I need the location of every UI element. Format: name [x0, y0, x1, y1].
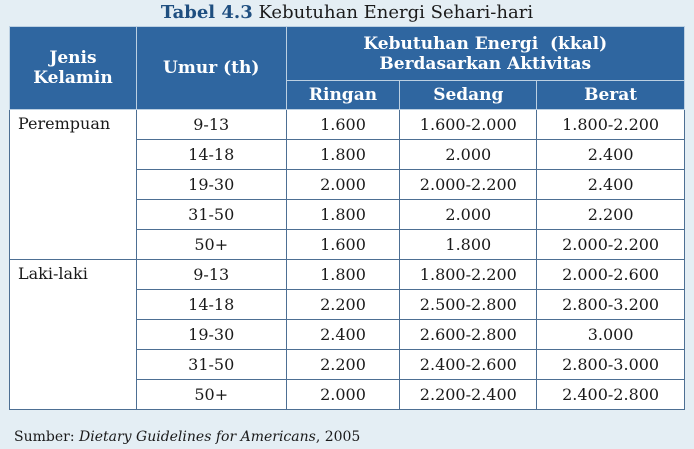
header-heavy: Berat — [537, 81, 685, 110]
moderate-cell: 2.600-2.800 — [400, 320, 537, 350]
source-prefix: Sumber: — [14, 429, 79, 445]
light-cell: 2.400 — [286, 320, 400, 350]
age-cell: 50+ — [136, 230, 286, 260]
heavy-cell: 1.800-2.200 — [537, 110, 685, 140]
heavy-cell: 3.000 — [537, 320, 685, 350]
header-row-top — [10, 27, 685, 81]
light-cell: 1.600 — [286, 110, 400, 140]
heavy-cell: 2.800-3.200 — [537, 290, 685, 320]
header-energy-line1: Kebutuhan Energi (kkal) — [363, 33, 608, 54]
table-caption — [0, 2, 694, 24]
age-cell: 19-30 — [136, 170, 286, 200]
heavy-cell: 2.000-2.600 — [537, 260, 685, 290]
header-energy-line2: Berdasarkan Aktivitas — [379, 53, 592, 74]
heavy-cell: 2.400-2.800 — [537, 380, 685, 410]
moderate-cell: 1.600-2.000 — [400, 110, 537, 140]
header-moderate: Sedang — [400, 81, 537, 110]
gender-cell: Laki-laki — [10, 260, 137, 410]
source-title: Dietary Guidelines for Americans — [79, 429, 316, 445]
age-cell: 9-13 — [136, 260, 286, 290]
table-row — [10, 110, 685, 140]
header-gender-line1: Jenis — [49, 48, 97, 68]
moderate-cell: 2.000-2.200 — [400, 170, 537, 200]
moderate-cell: 1.800 — [400, 230, 537, 260]
header-energy — [286, 27, 684, 81]
moderate-cell: 2.000 — [400, 140, 537, 170]
heavy-cell: 2.000-2.200 — [537, 230, 685, 260]
moderate-cell: 2.500-2.800 — [400, 290, 537, 320]
caption-text: Kebutuhan Energi Sehari-hari — [258, 2, 534, 23]
table-row — [10, 260, 685, 290]
moderate-cell: 2.400-2.600 — [400, 350, 537, 380]
caption-label: Tabel 4.3 — [160, 2, 253, 23]
light-cell: 2.200 — [286, 350, 400, 380]
moderate-cell: 2.000 — [400, 200, 537, 230]
age-cell: 9-13 — [136, 110, 286, 140]
header-gender — [10, 27, 137, 110]
age-cell: 31-50 — [136, 200, 286, 230]
age-cell: 31-50 — [136, 350, 286, 380]
light-cell: 1.800 — [286, 260, 400, 290]
moderate-cell: 1.800-2.200 — [400, 260, 537, 290]
light-cell: 1.600 — [286, 230, 400, 260]
light-cell: 1.800 — [286, 200, 400, 230]
header-light: Ringan — [286, 81, 400, 110]
gender-cell: Perempuan — [10, 110, 137, 260]
heavy-cell: 2.800-3.000 — [537, 350, 685, 380]
heavy-cell: 2.400 — [537, 140, 685, 170]
light-cell: 2.000 — [286, 380, 400, 410]
source-suffix: , 2005 — [315, 429, 361, 445]
age-cell: 50+ — [136, 380, 286, 410]
light-cell: 2.000 — [286, 170, 400, 200]
light-cell: 2.200 — [286, 290, 400, 320]
header-age: Umur (th) — [136, 27, 286, 110]
age-cell: 19-30 — [136, 320, 286, 350]
moderate-cell: 2.200-2.400 — [400, 380, 537, 410]
age-cell: 14-18 — [136, 140, 286, 170]
energy-needs-table — [9, 26, 685, 410]
age-cell: 14-18 — [136, 290, 286, 320]
light-cell: 1.800 — [286, 140, 400, 170]
source-note — [14, 428, 360, 446]
heavy-cell: 2.400 — [537, 170, 685, 200]
heavy-cell: 2.200 — [537, 200, 685, 230]
header-gender-line2: Kelamin — [33, 68, 113, 88]
